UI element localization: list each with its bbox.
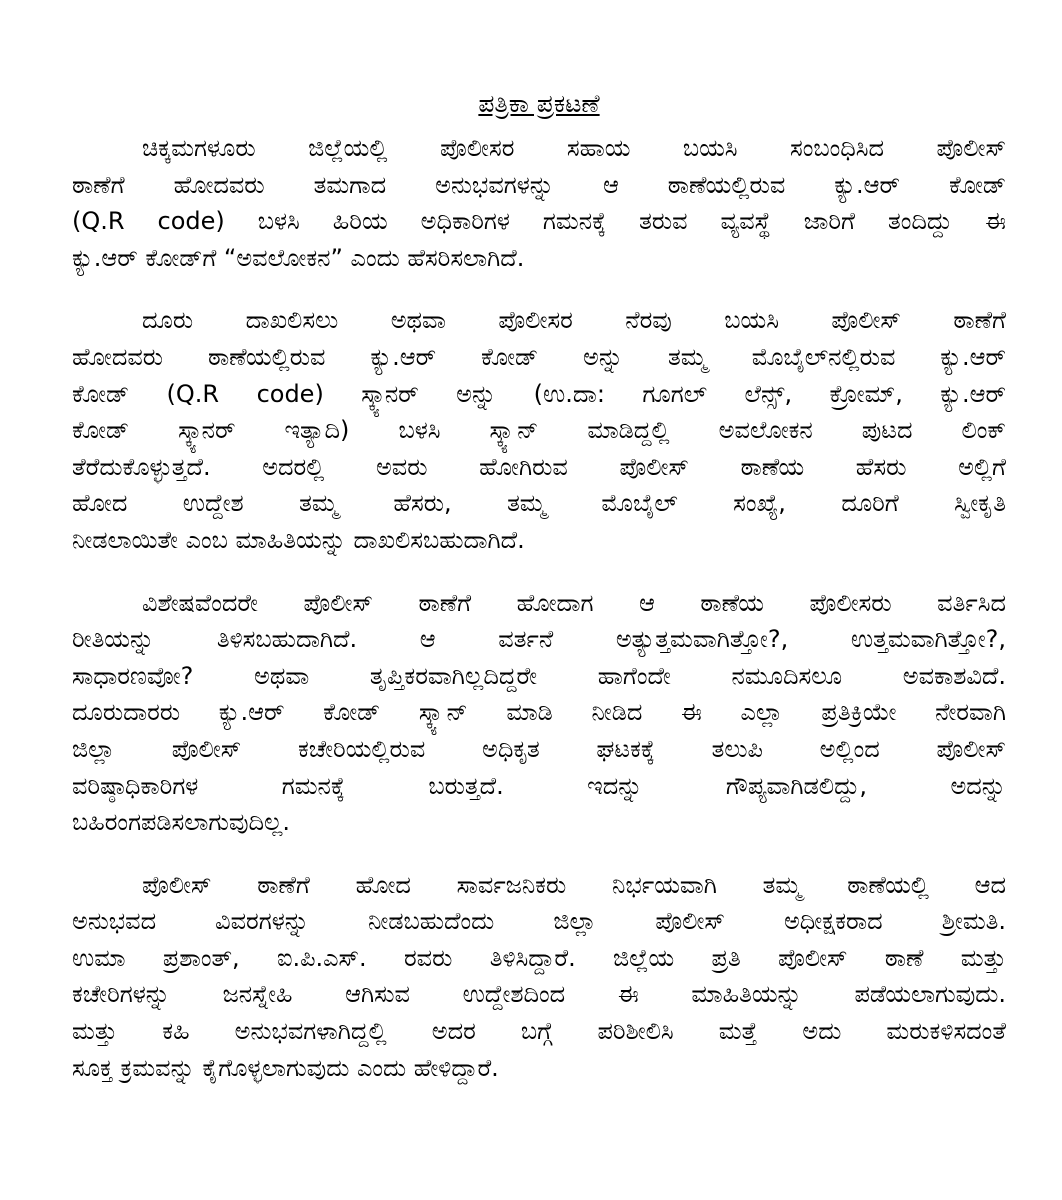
paragraph-1	[72, 130, 1006, 276]
paragraph-line: ಸಾಧಾರಣವೋ? ಅಥವಾ ತೃಪ್ತಿಕರವಾಗಿಲ್ಲದಿದ್ದರೇ ಹಾಗೆಂದೇ ನಮೂದಿಸಲೂ ಅವಕಾಶವಿದೆ.	[72, 661, 1006, 690]
paragraph-line: ರೀತಿಯನ್ನು ತಿಳಿಸಬಹುದಾಗಿದೆ. ಆ ವರ್ತನೆ ಅತ್ಯುತ್ತಮವಾಗಿತ್ತೋ?, ಉತ್ತಮವಾಗಿತ್ತೋ?,	[72, 625, 1006, 654]
paragraph-line: ಪೊಲೀಸ್ ಠಾಣೆಗೆ ಹೋದ ಸಾರ್ವಜನಿಕರು ನಿರ್ಭಯವಾಗಿ ತಮ್ಮ ಠಾಣೆಯಲ್ಲಿ ಆದ	[142, 870, 1006, 899]
paragraph-line: ಹೋದವರು ಠಾಣೆಯಲ್ಲಿರುವ ಕ್ಯು.ಆರ್ ಕೋಡ್ ಅನ್ನು ತಮ್ಮ ಮೊಬೈಲ್‌ನಲ್ಲಿರುವ ಕ್ಯು.ಆರ್	[72, 342, 1006, 371]
press-release-page	[72, 84, 1006, 1112]
paragraph-line: ಉಮಾ ಪ್ರಶಾಂತ್, ಐ.ಪಿ.ಎಸ್. ರವರು ತಿಳಿಸಿದ್ದಾರೆ. ಜಿಲ್ಲೆಯ ಪ್ರತಿ ಪೊಲೀಸ್ ಠಾಣೆ ಮತ್ತು	[72, 943, 1006, 972]
paragraph-line: (Q.R code) ಬಳಸಿ ಹಿರಿಯ ಅಧಿಕಾರಿಗಳ ಗಮನಕ್ಕೆ ತರುವ ವ್ಯವಸ್ಥೆ ಜಾರಿಗೆ ತಂದಿದ್ದು ಈ	[72, 207, 1006, 236]
paragraph-line: ಕ್ಯು.ಆರ್ ಕೋಡ್‌ಗೆ “ಅವಲೋಕನ” ಎಂದು ಹೆಸರಿಸಲಾಗಿದೆ.	[72, 243, 525, 272]
paragraph-line: ಚಿಕ್ಕಮಗಳೂರು ಜಿಲ್ಲೆಯಲ್ಲಿ ಪೊಲೀಸರ ಸಹಾಯ ಬಯಸಿ ಸಂಬಂಧಿಸಿದ ಪೊಲೀಸ್	[142, 134, 1006, 162]
paragraph-line: ದೂರು ದಾಖಲಿಸಲು ಅಥವಾ ಪೊಲೀಸರ ನೆರವು ಬಯಸಿ ಪೊಲೀಸ್ ಠಾಣೆಗೆ	[142, 306, 1006, 335]
paragraph-line: ಕೋಡ್ ಸ್ಕ್ಯಾನರ್ ಇತ್ಯಾದಿ) ಬಳಸಿ ಸ್ಕ್ಯಾನ್ ಮಾಡಿದ್ದಲ್ಲಿ ಅವಲೋಕನ ಪುಟದ ಲಿಂಕ್	[72, 416, 1006, 445]
paragraph-line: ಕಚೇರಿಗಳನ್ನು ಜನಸ್ನೇಹಿ ಆಗಿಸುವ ಉದ್ದೇಶದಿಂದ ಈ ಮಾಹಿತಿಯನ್ನು ಪಡೆಯಲಾಗುವುದು.	[72, 980, 1006, 1009]
paragraph-3	[72, 585, 1006, 841]
paragraph-line: ಕೋಡ್ (Q.R code) ಸ್ಕ್ಯಾನರ್ ಅನ್ನು (ಉ.ದಾ: ಗೂಗಲ್ ಲೆನ್ಸ್, ಕ್ರೋಮ್, ಕ್ಯು.ಆರ್	[72, 379, 1006, 408]
paragraph-line: ಹೋದ ಉದ್ದೇಶ ತಮ್ಮ ಹೆಸರು, ತಮ್ಮ ಮೊಬೈಲ್ ಸಂಖ್ಯೆ, ದೂರಿಗೆ ಸ್ವೀಕೃತಿ	[72, 489, 1006, 518]
page-title: ಪತ್ರಿಕಾ ಪ್ರಕಟಣೆ	[478, 89, 600, 118]
paragraph-line: ಅನುಭವದ ವಿವರಗಳನ್ನು ನೀಡಬಹುದೆಂದು ಜಿಲ್ಲಾ ಪೊಲೀಸ್ ಅಧೀಕ್ಷಕರಾದ ಶ್ರೀಮತಿ.	[72, 907, 1006, 936]
paragraph-line: ಬಹಿರಂಗಪಡಿಸಲಾಗುವುದಿಲ್ಲ.	[72, 808, 291, 837]
paragraph-line: ತೆರೆದುಕೊಳ್ಳುತ್ತದೆ. ಅದರಲ್ಲಿ ಅವರು ಹೋಗಿರುವ ಪೊಲೀಸ್ ಠಾಣೆಯ ಹೆಸರು ಅಲ್ಲಿಗೆ	[72, 452, 1006, 481]
paragraph-line: ಮತ್ತು ಕಹಿ ಅನುಭವಗಳಾಗಿದ್ದಲ್ಲಿ ಅದರ ಬಗ್ಗೆ ಪರಿಶೀಲಿಸಿ ಮತ್ತೆ ಅದು ಮರುಕಳಿಸದಂತೆ	[72, 1017, 1006, 1046]
paragraph-line: ಜಿಲ್ಲಾ ಪೊಲೀಸ್ ಕಚೇರಿಯಲ್ಲಿರುವ ಅಧಿಕೃತ ಘಟಕಕ್ಕೆ ತಲುಪಿ ಅಲ್ಲಿಂದ ಪೊಲೀಸ್	[72, 734, 1006, 763]
paragraph-4	[72, 867, 1006, 1087]
paragraph-line: ನೀಡಲಾಯಿತೇ ಎಂಬ ಮಾಹಿತಿಯನ್ನು ದಾಖಲಿಸಬಹುದಾಗಿದೆ.	[72, 525, 525, 554]
paragraph-line: ದೂರುದಾರರು ಕ್ಯು.ಆರ್ ಕೋಡ್ ಸ್ಕ್ಯಾನ್ ಮಾಡಿ ನೀಡಿದ ಈ ಎಲ್ಲಾ ಪ್ರತಿಕ್ರಿಯೇ ನೇರವಾಗಿ	[72, 698, 1006, 727]
paragraph-line: ಸೂಕ್ತ ಕ್ರಮವನ್ನು ಕೈಗೊಳ್ಳಲಾಗುವುದು ಎಂದು ಹೇಳಿದ್ದಾರೆ.	[72, 1053, 499, 1082]
paragraph-line: ಠಾಣೆಗೆ ಹೋದವರು ತಮಗಾದ ಅನುಭವಗಳನ್ನು ಆ ಠಾಣೆಯಲ್ಲಿರುವ ಕ್ಯು.ಆರ್ ಕೋಡ್	[72, 170, 1006, 199]
paragraph-line: ವರಿಷ್ಠಾಧಿಕಾರಿಗಳ ಗಮನಕ್ಕೆ ಬರುತ್ತದೆ. ಇದನ್ನು ಗೌಪ್ಯವಾಗಿಡಲಿದ್ದು, ಅದನ್ನು	[72, 771, 1006, 800]
paragraph-2	[72, 302, 1006, 558]
paragraph-line: ವಿಶೇಷವೆಂದರೇ ಪೊಲೀಸ್ ಠಾಣೆಗೆ ಹೋದಾಗ ಆ ಠಾಣೆಯ ಪೊಲೀಸರು ವರ್ತಿಸಿದ	[142, 588, 1006, 617]
